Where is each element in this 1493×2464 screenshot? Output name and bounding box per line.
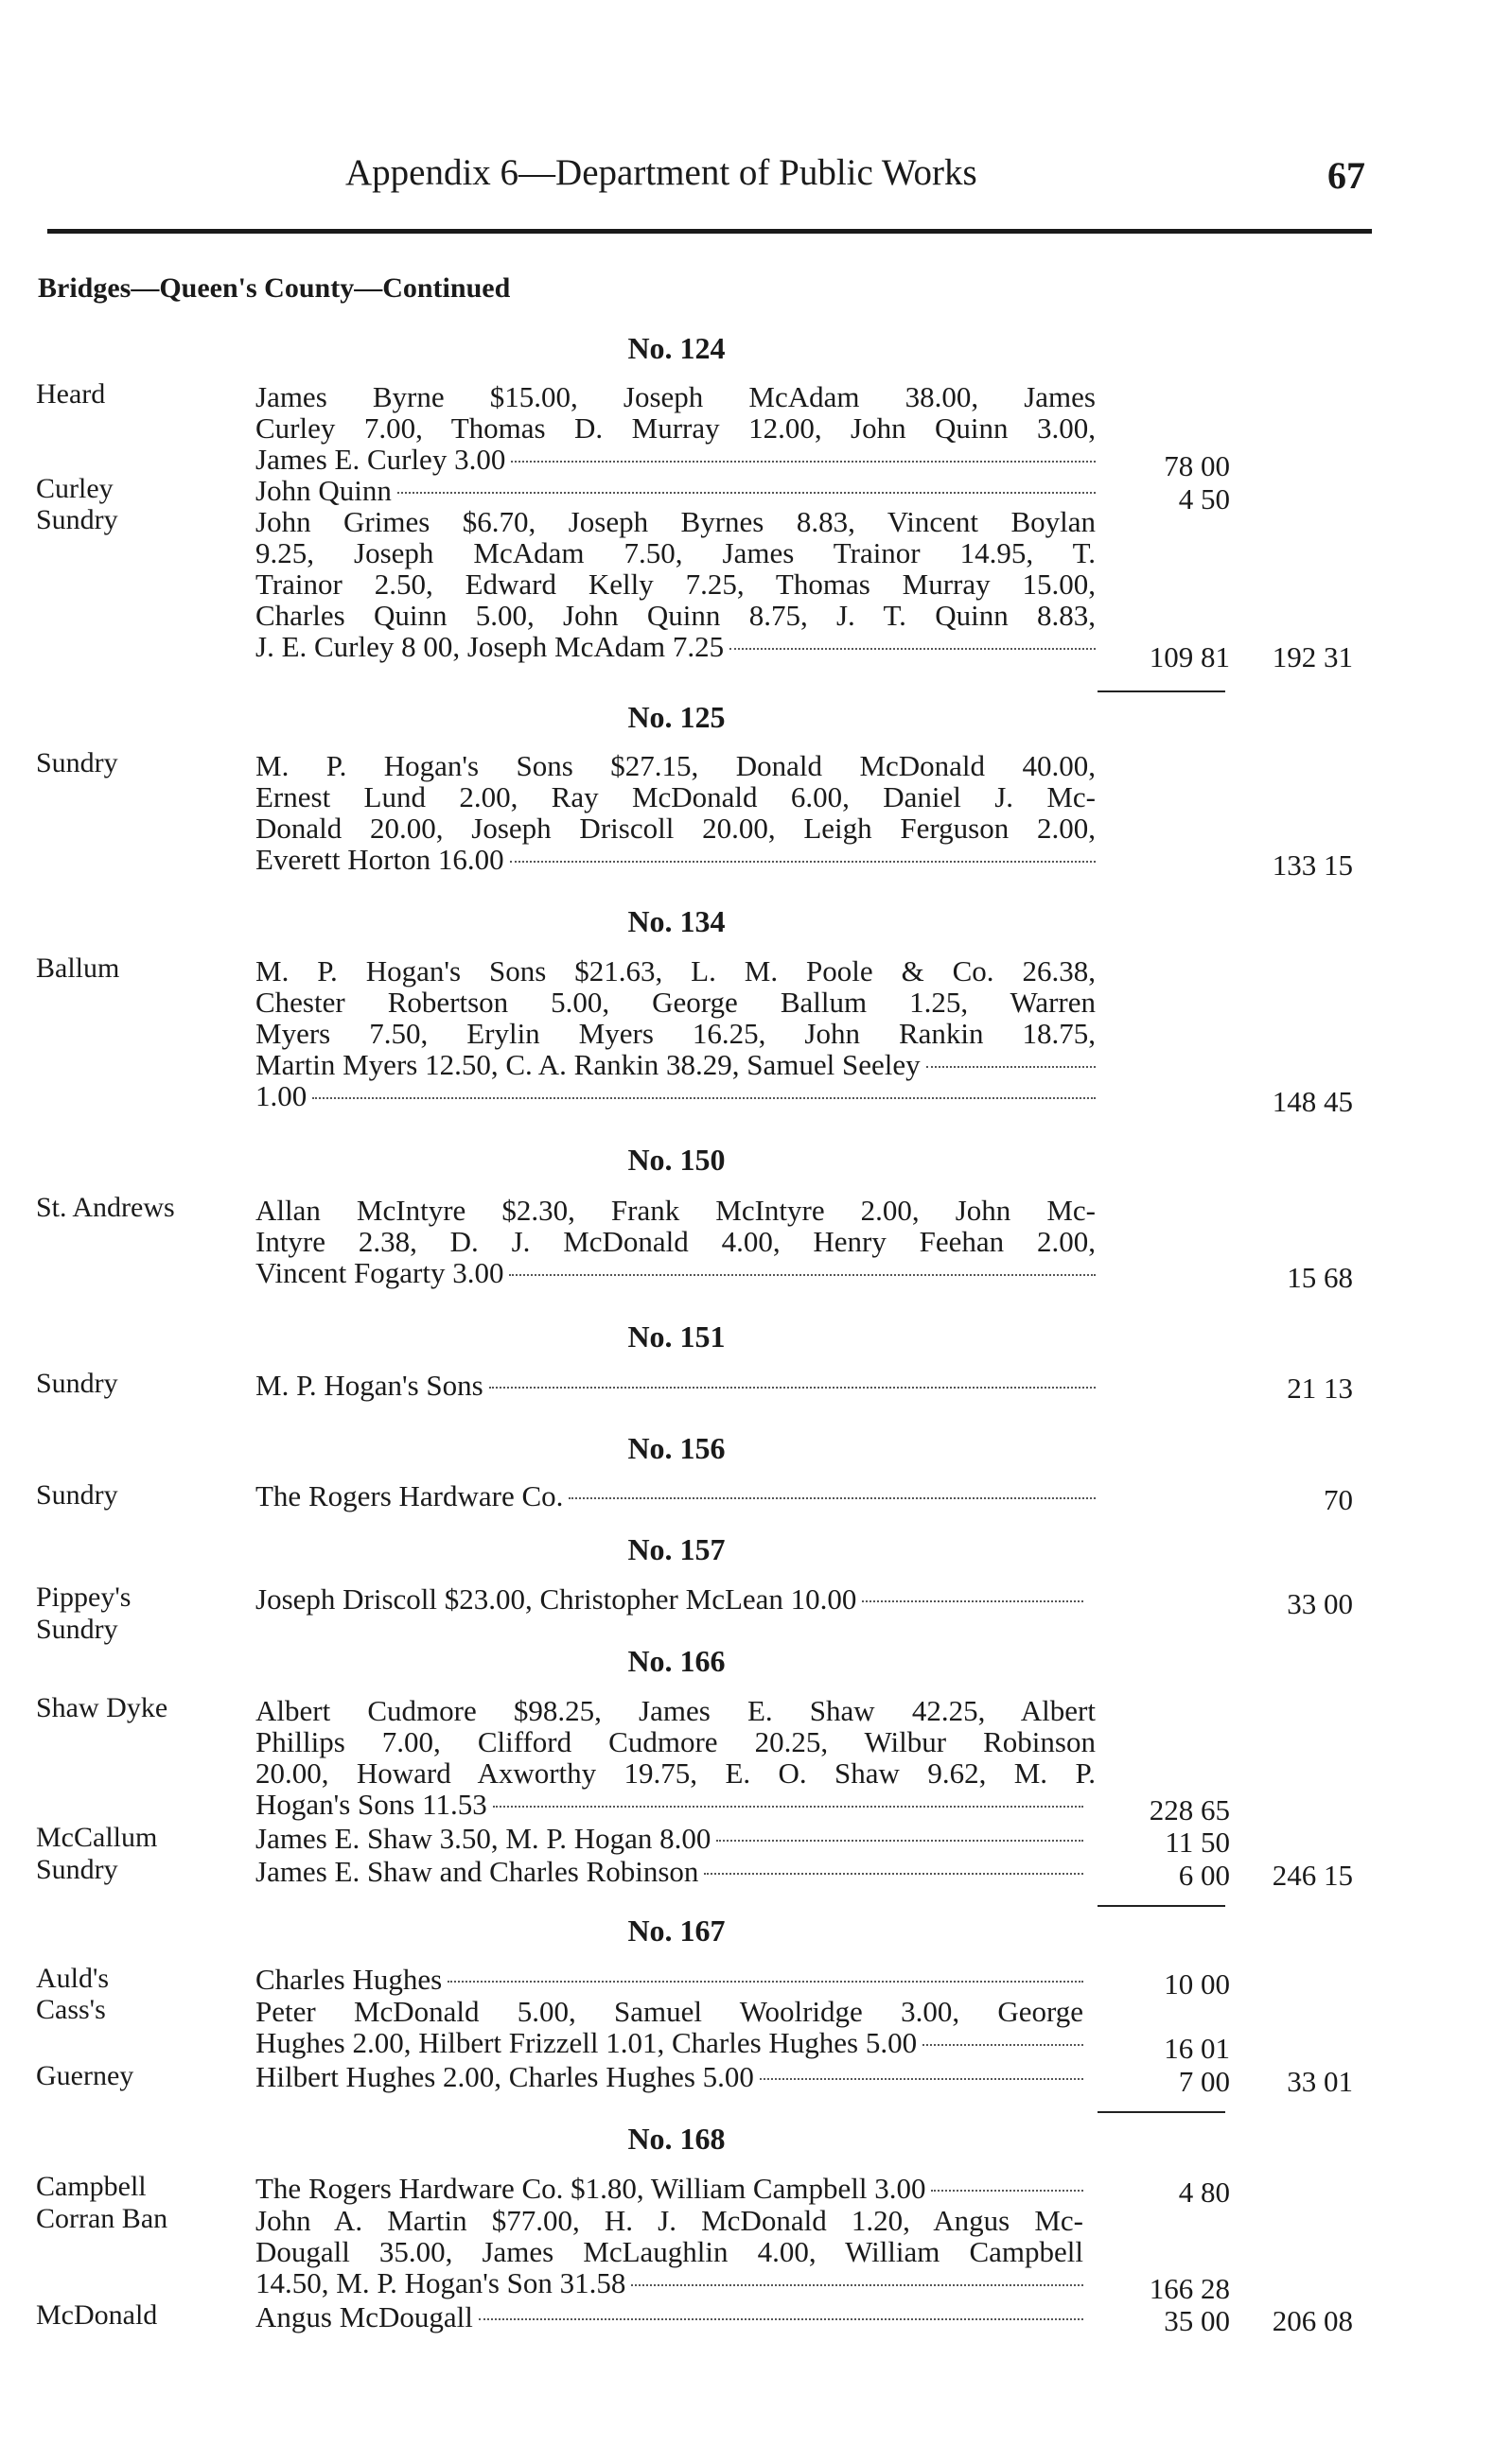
section-total: 192 31 (1272, 640, 1353, 673)
entry-line-leader (255, 1583, 1083, 1615)
header-rule (47, 229, 1372, 234)
entry-line: John A. Martin $77.00, H. J. McDonald 1.20, Angus Mc- (255, 2204, 1083, 2237)
entry-label: Curley (36, 473, 114, 504)
entry-line-leader (255, 2267, 1083, 2298)
dot-leader (493, 1806, 1083, 1808)
entry-line: The Rogers Hardware Co. $1.80, William Campbell 3.00 (255, 2172, 926, 2205)
page-number: 67 (1327, 154, 1365, 197)
bridge-number: No. 125 (627, 700, 726, 734)
dot-leader (704, 1873, 1083, 1875)
entry-line: Curley 7.00, Thomas D. Murray 12.00, John Quinn 3.00, (255, 411, 1096, 445)
entry-line: J. E. Curley 8 00, Joseph McAdam 7.25 (255, 630, 725, 663)
entry-line: Phillips 7.00, Clifford Cudmore 20.25, Wilbur Robinson (255, 1725, 1096, 1758)
entry-line: Intyre 2.38, D. J. McDonald 4.00, Henry Feehan 2.00, (255, 1225, 1096, 1258)
entry-line: Ernest Lund 2.00, Ray McDonald 6.00, Daniel J. Mc- (255, 780, 1096, 813)
item-amount: 78 00 (1164, 449, 1230, 482)
section-total: 33 00 (1287, 1587, 1353, 1620)
entry-line: James E. Shaw and Charles Robinson (255, 1855, 699, 1888)
entry-line: 9.25, Joseph McAdam 7.50, James Trainor 14.95, T. (255, 536, 1096, 569)
dot-leader (716, 1840, 1083, 1842)
entry-line-leader (255, 1049, 1096, 1080)
header-title: Appendix 6—Department of Public Works (345, 152, 977, 193)
entry-line: Hogan's Sons 11.53 (255, 1788, 487, 1821)
subtotal-rule (1098, 1905, 1225, 1907)
entry-label: Sundry (36, 1854, 118, 1885)
entry-line-leader (255, 475, 1096, 506)
entry-line: M. P. Hogan's Sons $27.15, Donald McDonald 40.00, (255, 749, 1096, 782)
entry-line: Joseph Driscoll $23.00, Christopher McLean 10.00 (255, 1582, 857, 1616)
dot-leader (479, 2318, 1083, 2320)
section-total: 148 45 (1272, 1085, 1353, 1118)
item-amount: 35 00 (1164, 2304, 1230, 2337)
entry-line-leader (255, 631, 1096, 662)
entry-label: Corran Ban (36, 2203, 168, 2234)
entry-label: Sundry (36, 747, 118, 778)
entry-line: M. P. Hogan's Sons (255, 1369, 483, 1402)
entry-line-leader (255, 2027, 1083, 2058)
entry-line: Vincent Fogarty 3.00 (255, 1256, 504, 1289)
entry-line: James E. Curley 3.00 (255, 443, 506, 476)
entry-line-leader (255, 2173, 1083, 2204)
dot-leader (631, 2284, 1083, 2286)
dot-leader (509, 1274, 1096, 1276)
entry-line: Albert Cudmore $98.25, James E. Shaw 42.25, Albert (255, 1694, 1096, 1727)
entry-line: Hilbert Hughes 2.00, Charles Hughes 5.00 (255, 2060, 754, 2093)
entry-line: Myers 7.50, Erylin Myers 16.25, John Rankin 18.75, (255, 1017, 1096, 1050)
entry-line-leader (255, 1257, 1096, 1288)
entry-line-leader (255, 2061, 1083, 2092)
entry-label: Sundry (36, 1368, 118, 1399)
item-amount: 10 00 (1164, 1967, 1230, 2001)
entry-line: Peter McDonald 5.00, Samuel Woolridge 3.00, George (255, 1995, 1083, 2028)
entry-line: Charles Hughes (255, 1963, 443, 1996)
entry-line: M. P. Hogan's Sons $21.63, L. M. Poole & Co. 26.38, (255, 954, 1096, 987)
bridge-number: No. 151 (627, 1319, 726, 1354)
page-header (345, 151, 1377, 218)
entry-line: 14.50, M. P. Hogan's Son 31.58 (255, 2266, 626, 2299)
item-amount: 228 65 (1149, 1793, 1230, 1826)
bridge-number: No. 166 (627, 1644, 726, 1678)
dot-leader (926, 1066, 1096, 1068)
entry-line: Martin Myers 12.50, C. A. Rankin 38.29, Samuel Seeley (255, 1048, 921, 1081)
section-total: 21 13 (1287, 1372, 1353, 1405)
entry-label: Ballum (36, 952, 120, 984)
dot-leader (760, 2078, 1083, 2080)
entry-line: Charles Quinn 5.00, John Quinn 8.75, J. T. Quinn 8.83, (255, 599, 1096, 632)
item-amount: 166 28 (1149, 2272, 1230, 2305)
entry-label: Auld's (36, 1963, 110, 1994)
entry-label: Heard (36, 378, 106, 410)
bridge-number: No. 157 (627, 1532, 726, 1566)
entry-label: Pippey's (36, 1582, 132, 1613)
dot-leader (489, 1387, 1096, 1389)
entry-label: Cass's (36, 1994, 106, 2025)
entry-line: The Rogers Hardware Co. (255, 1479, 564, 1512)
bridge-number: No. 156 (627, 1431, 726, 1465)
item-amount: 6 00 (1178, 1859, 1230, 1892)
entry-line: James E. Shaw 3.50, M. P. Hogan 8.00 (255, 1822, 711, 1855)
entry-line-leader (255, 844, 1096, 875)
subtotal-rule (1098, 690, 1225, 692)
entry-label: St. Andrews (36, 1192, 175, 1223)
item-amount: 16 01 (1164, 2032, 1230, 2065)
entry-line: Angus McDougall (255, 2300, 473, 2333)
item-amount: 4 80 (1178, 2176, 1230, 2209)
dot-leader (862, 1600, 1083, 1602)
section-total: 206 08 (1272, 2304, 1353, 2337)
dot-leader (510, 861, 1096, 863)
entry-line: 20.00, Howard Axworthy 19.75, E. O. Shaw 9.62, M. P. (255, 1756, 1096, 1790)
bridge-number: No. 167 (627, 1914, 726, 1948)
entry-line: Everett Horton 16.00 (255, 843, 504, 876)
section-total: 246 15 (1272, 1859, 1353, 1892)
dot-leader (569, 1497, 1096, 1499)
entry-line-leader (255, 1856, 1083, 1887)
item-amount: 109 81 (1149, 640, 1230, 673)
entry-line-leader (255, 1370, 1096, 1401)
entry-label: Sundry (36, 1479, 118, 1511)
entry-label: Campbell (36, 2171, 147, 2202)
bridge-number: No. 168 (627, 2122, 726, 2156)
section-total: 33 01 (1287, 2065, 1353, 2098)
entry-line: Trainor 2.50, Edward Kelly 7.25, Thomas Murray 15.00, (255, 568, 1096, 601)
entry-line: James Byrne $15.00, Joseph McAdam 38.00, James (255, 380, 1096, 413)
section-title: Bridges—Queen's County—Continued (38, 272, 511, 304)
subtotal-rule (1098, 2111, 1225, 2113)
dot-leader (397, 492, 1096, 494)
dot-leader (511, 461, 1096, 463)
entry-line: Allan McIntyre $2.30, Frank McIntyre 2.00, John Mc- (255, 1194, 1096, 1227)
dot-leader (922, 2044, 1083, 2046)
entry-label: McDonald (36, 2299, 158, 2331)
section-total: 133 15 (1272, 848, 1353, 882)
item-amount: 7 00 (1178, 2065, 1230, 2098)
section-total: 15 68 (1287, 1261, 1353, 1294)
entry-line-leader (255, 1789, 1083, 1820)
entry-line: John Quinn (255, 474, 392, 507)
entry-line: 1.00 (255, 1079, 307, 1112)
dot-leader (448, 1981, 1083, 1983)
entry-label: Sundry (36, 1614, 118, 1645)
entry-line-leader (255, 2301, 1083, 2333)
entry-line-leader (255, 1080, 1096, 1111)
bridge-number: No. 124 (627, 331, 726, 365)
entry-line-leader (255, 1964, 1083, 1995)
dot-leader (931, 2190, 1083, 2192)
bridge-number: No. 150 (627, 1143, 726, 1177)
entry-line: John Grimes $6.70, Joseph Byrnes 8.83, Vincent Boylan (255, 505, 1096, 538)
entry-line: Dougall 35.00, James McLaughlin 4.00, William Campbell (255, 2235, 1083, 2268)
dot-leader (729, 648, 1096, 650)
item-amount: 4 50 (1178, 482, 1230, 516)
entry-line-leader (255, 1480, 1096, 1512)
entry-line: Donald 20.00, Joseph Driscoll 20.00, Leigh Ferguson 2.00, (255, 812, 1096, 845)
section-total: 70 (1324, 1483, 1353, 1516)
entry-label: Sundry (36, 504, 118, 535)
entry-label: Shaw Dyke (36, 1692, 168, 1723)
entry-label: Guerney (36, 2060, 134, 2091)
entry-line-leader (255, 444, 1096, 475)
entry-label: McCallum (36, 1822, 158, 1853)
entry-line: Chester Robertson 5.00, George Ballum 1.25, Warren (255, 986, 1096, 1019)
dot-leader (312, 1097, 1096, 1099)
entry-line: Hughes 2.00, Hilbert Frizzell 1.01, Charles Hughes 5.00 (255, 2026, 918, 2059)
bridge-number: No. 134 (627, 904, 726, 938)
item-amount: 11 50 (1165, 1826, 1230, 1859)
entry-line-leader (255, 1823, 1083, 1854)
